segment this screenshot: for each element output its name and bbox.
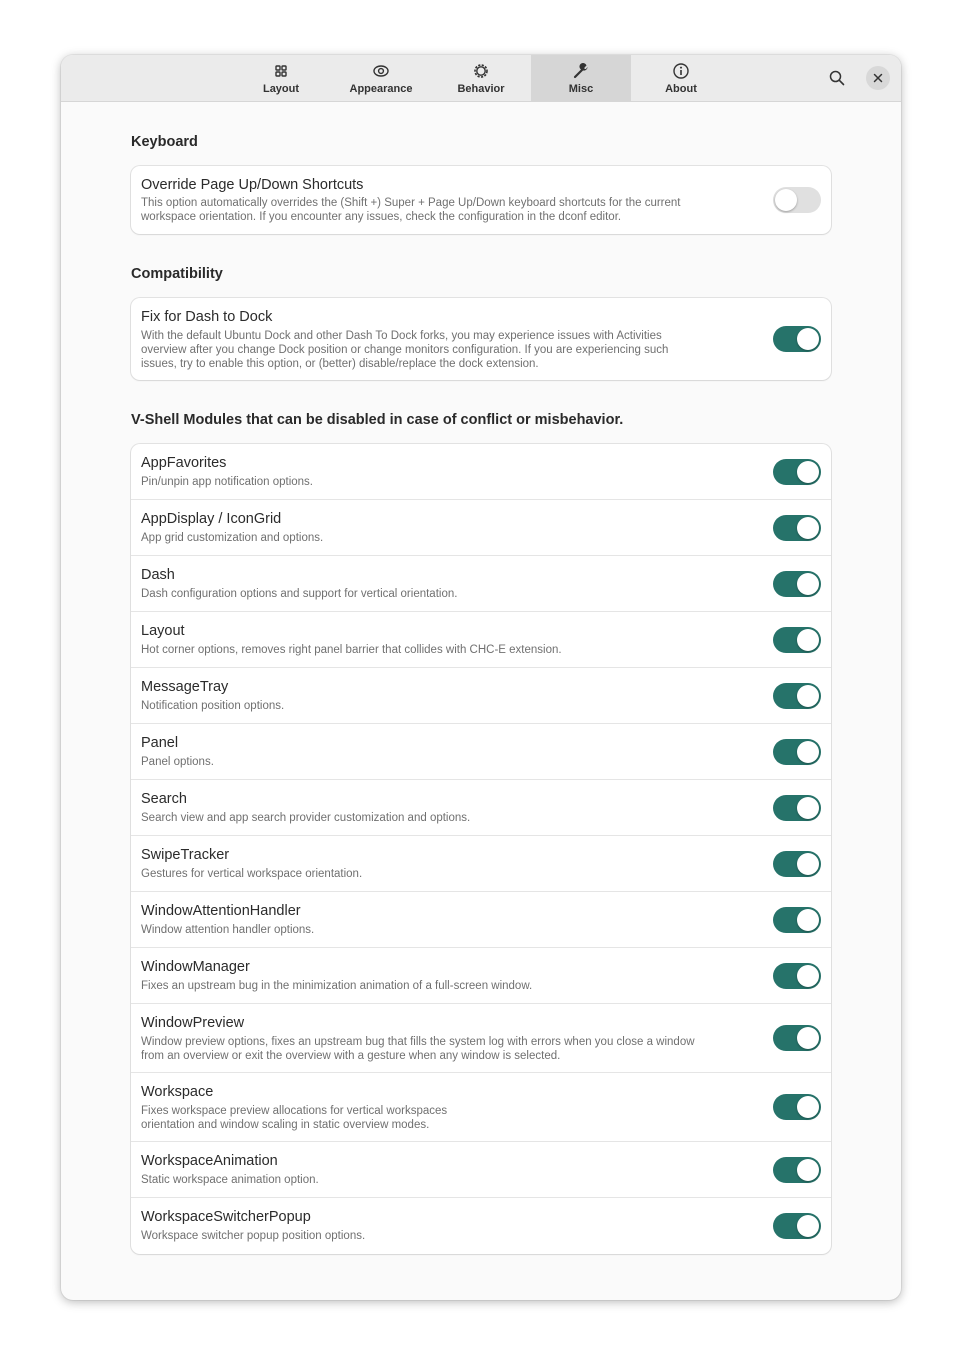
row-title: Dash (141, 567, 175, 583)
row-subtitle: This option automatically overrides the (Shift +) Super + Page Up/Down keyboard shortcuts for the current workspace orientation. If you encounter any issues, check the configuration in the dconf editor. (141, 197, 681, 223)
module-row-dash[interactable] (131, 556, 831, 612)
eye-icon (372, 62, 390, 80)
setting-row-dash-to-dock-fix[interactable] (131, 298, 831, 380)
tab-behavior[interactable] (431, 55, 531, 101)
swipetracker-switch[interactable] (773, 851, 821, 877)
search-switch[interactable] (773, 795, 821, 821)
override-page-shortcuts-switch[interactable] (773, 187, 821, 213)
row-title: WorkspaceSwitcherPopup (141, 1209, 311, 1225)
row-title: Layout (141, 623, 185, 639)
gear-icon (472, 62, 490, 80)
row-title: Override Page Up/Down Shortcuts (141, 177, 364, 193)
tab-appearance[interactable] (331, 55, 431, 101)
module-row-search[interactable] (131, 780, 831, 836)
row-title: AppFavorites (141, 455, 227, 471)
module-row-appfavorites[interactable] (131, 444, 831, 500)
panel-switch[interactable] (773, 739, 821, 765)
messagetray-switch[interactable] (773, 683, 821, 709)
wrench-icon (572, 62, 590, 80)
workspace-switch[interactable] (773, 1094, 821, 1120)
tab-label: Behavior (457, 83, 505, 95)
row-subtitle: Workspace switcher popup position options. (141, 1230, 366, 1242)
section-title-keyboard: Keyboard (131, 134, 198, 150)
module-row-windowmanager[interactable] (131, 948, 831, 1004)
compatibility-card (131, 298, 831, 380)
row-subtitle: With the default Ubuntu Dock and other Dash To Dock forks, you may experience issues with Activities overview after you change Dock position or change monitors configuration. If you are experiencing such issues, try to enable this option, or (better) disable/replace the dock extension. (141, 330, 669, 370)
tab-misc[interactable] (531, 55, 631, 101)
row-subtitle: Notification position options. (141, 700, 285, 712)
windowmanager-switch[interactable] (773, 963, 821, 989)
workspaceswitcherpopup-switch[interactable] (773, 1213, 821, 1239)
workspaceanimation-switch[interactable] (773, 1157, 821, 1183)
row-title: WorkspaceAnimation (141, 1153, 278, 1169)
tab-label: Layout (262, 83, 300, 95)
close-button[interactable] (866, 66, 890, 90)
row-subtitle: Window attention handler options. (141, 924, 315, 936)
section-title-compatibility: Compatibility (131, 266, 223, 282)
tab-layout[interactable] (231, 55, 331, 101)
module-row-appdisplay[interactable] (131, 500, 831, 556)
row-subtitle: Window preview options, fixes an upstream bug that fills the system log with errors when you close a window from an overview or exit the overview with a gesture when any window is selected. (141, 1036, 695, 1062)
setting-row-override-page-shortcuts[interactable] (131, 166, 831, 234)
row-subtitle: Dash configuration options and support for vertical orientation. (141, 588, 458, 600)
tab-label: Misc (568, 83, 594, 95)
module-row-windowattentionhandler[interactable] (131, 892, 831, 948)
row-title: WindowManager (141, 959, 250, 975)
row-title: Panel (141, 735, 179, 751)
row-title: WindowPreview (141, 1015, 245, 1031)
info-icon (672, 62, 690, 80)
module-row-layout[interactable] (131, 612, 831, 668)
row-title: Fix for Dash to Dock (141, 309, 273, 325)
row-subtitle: App grid customization and options. (141, 532, 324, 544)
module-row-workspace[interactable] (131, 1073, 831, 1142)
windowpreview-switch[interactable] (773, 1025, 821, 1051)
layout-switch[interactable] (773, 627, 821, 653)
header-bar (61, 55, 901, 102)
row-subtitle: Fixes an upstream bug in the minimization animation of a full-screen window. (141, 980, 533, 992)
module-row-panel[interactable] (131, 724, 831, 780)
row-subtitle: Gestures for vertical workspace orientation. (141, 868, 363, 880)
close-icon (873, 73, 883, 83)
row-title: Workspace (141, 1084, 214, 1100)
appfavorites-switch[interactable] (773, 459, 821, 485)
preferences-window (61, 55, 901, 1300)
module-row-messagetray[interactable] (131, 668, 831, 724)
module-row-workspaceanimation[interactable] (131, 1142, 831, 1198)
appdisplay-switch[interactable] (773, 515, 821, 541)
row-subtitle: Static workspace animation option. (141, 1174, 319, 1186)
modules-card (131, 444, 831, 1254)
tab-label: Appearance (349, 83, 413, 95)
row-subtitle: Panel options. (141, 756, 214, 768)
module-row-windowpreview[interactable] (131, 1004, 831, 1073)
row-title: AppDisplay / IconGrid (141, 511, 282, 527)
row-title: Search (141, 791, 187, 807)
dash-to-dock-fix-switch[interactable] (773, 326, 821, 352)
module-row-workspaceswitcherpopup[interactable] (131, 1198, 831, 1254)
row-title: MessageTray (141, 679, 229, 695)
tab-label: About (665, 83, 697, 95)
grid-icon (272, 62, 290, 80)
view-switcher (231, 55, 731, 101)
row-title: SwipeTracker (141, 847, 230, 863)
row-subtitle: Fixes workspace preview allocations for vertical workspaces orientation and window scaling in static overview modes. (141, 1105, 448, 1131)
windowattentionhandler-switch[interactable] (773, 907, 821, 933)
module-row-swipetracker[interactable] (131, 836, 831, 892)
keyboard-card (131, 166, 831, 234)
row-subtitle: Search view and app search provider customization and options. (141, 812, 471, 824)
row-subtitle: Pin/unpin app notification options. (141, 476, 313, 488)
section-title-modules: V-Shell Modules that can be disabled in case of conflict or misbehavior. (131, 412, 624, 428)
row-subtitle: Hot corner options, removes right panel barrier that collides with CHC-E extension. (141, 644, 562, 656)
search-icon[interactable] (828, 69, 846, 87)
row-title: WindowAttentionHandler (141, 903, 301, 919)
dash-switch[interactable] (773, 571, 821, 597)
tab-about[interactable] (631, 55, 731, 101)
